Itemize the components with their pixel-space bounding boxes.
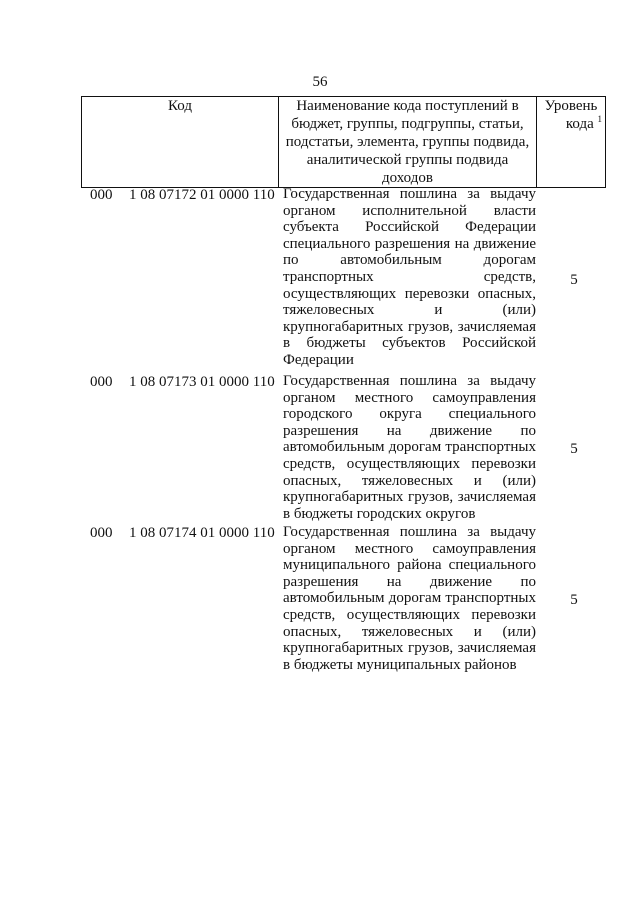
income-name: Государственная пошлина за выдачу органом исполнительной власти субъекта Российской Федерации специального разрешения на движение по автомобильным дорогам транспортных средств, осуществляющих перевозки опасных, тяжеловесных и (или) крупногабаритных грузов, зачисляемая в бюджеты субъектов Российской Федерации (283, 186, 536, 368)
code-level: 5 (570, 592, 578, 608)
footnote-marker: 1 (597, 114, 602, 124)
income-code: 1 08 07172 01 0000 110 (129, 187, 275, 203)
income-code: 1 08 07174 01 0000 110 (129, 525, 275, 541)
header-name-line: подстатьи, элемента, группы подвида, (285, 134, 530, 150)
header-level-subtitle (540, 115, 602, 133)
code-level: 5 (570, 272, 578, 288)
header-level-title: Уровень (544, 98, 598, 114)
header-name-cell (279, 97, 537, 188)
table-header (81, 96, 606, 188)
header-code-label: Код (168, 98, 192, 114)
income-name: Государственная пошлина за выдачу органом местного самоуправления городского округа специального разрешения на движение по автомобильным дорогам транспортных средств, осуществляющих перевозки опасных, тяжеловесных и (или) крупногабаритных грузов, зачисляемая в бюджеты городских округов (283, 373, 536, 522)
header-level-cell (537, 97, 606, 188)
admin-code: 000 (90, 374, 113, 390)
header-name-line: аналитической группы подвида доходов (306, 152, 509, 186)
code-level: 5 (570, 441, 578, 457)
income-code: 1 08 07173 01 0000 110 (129, 374, 275, 390)
admin-code: 000 (90, 525, 113, 541)
page-number: 56 (312, 74, 328, 90)
header-name-line: Наименование кода поступлений в (296, 98, 519, 114)
income-name: Государственная пошлина за выдачу органом местного самоуправления муниципального района специального разрешения на движение по автомобильным дорогам транспортных средств, осуществляющих перевозки опасных, тяжеловесных и (или) крупногабаритных грузов, зачисляемая в бюджеты муниципальных районов (283, 524, 536, 673)
header-code-cell (82, 97, 279, 188)
header-name-line: бюджет, группы, подгруппы, статьи, (291, 116, 524, 132)
header-level-word: кода (565, 116, 594, 132)
admin-code: 000 (90, 187, 113, 203)
